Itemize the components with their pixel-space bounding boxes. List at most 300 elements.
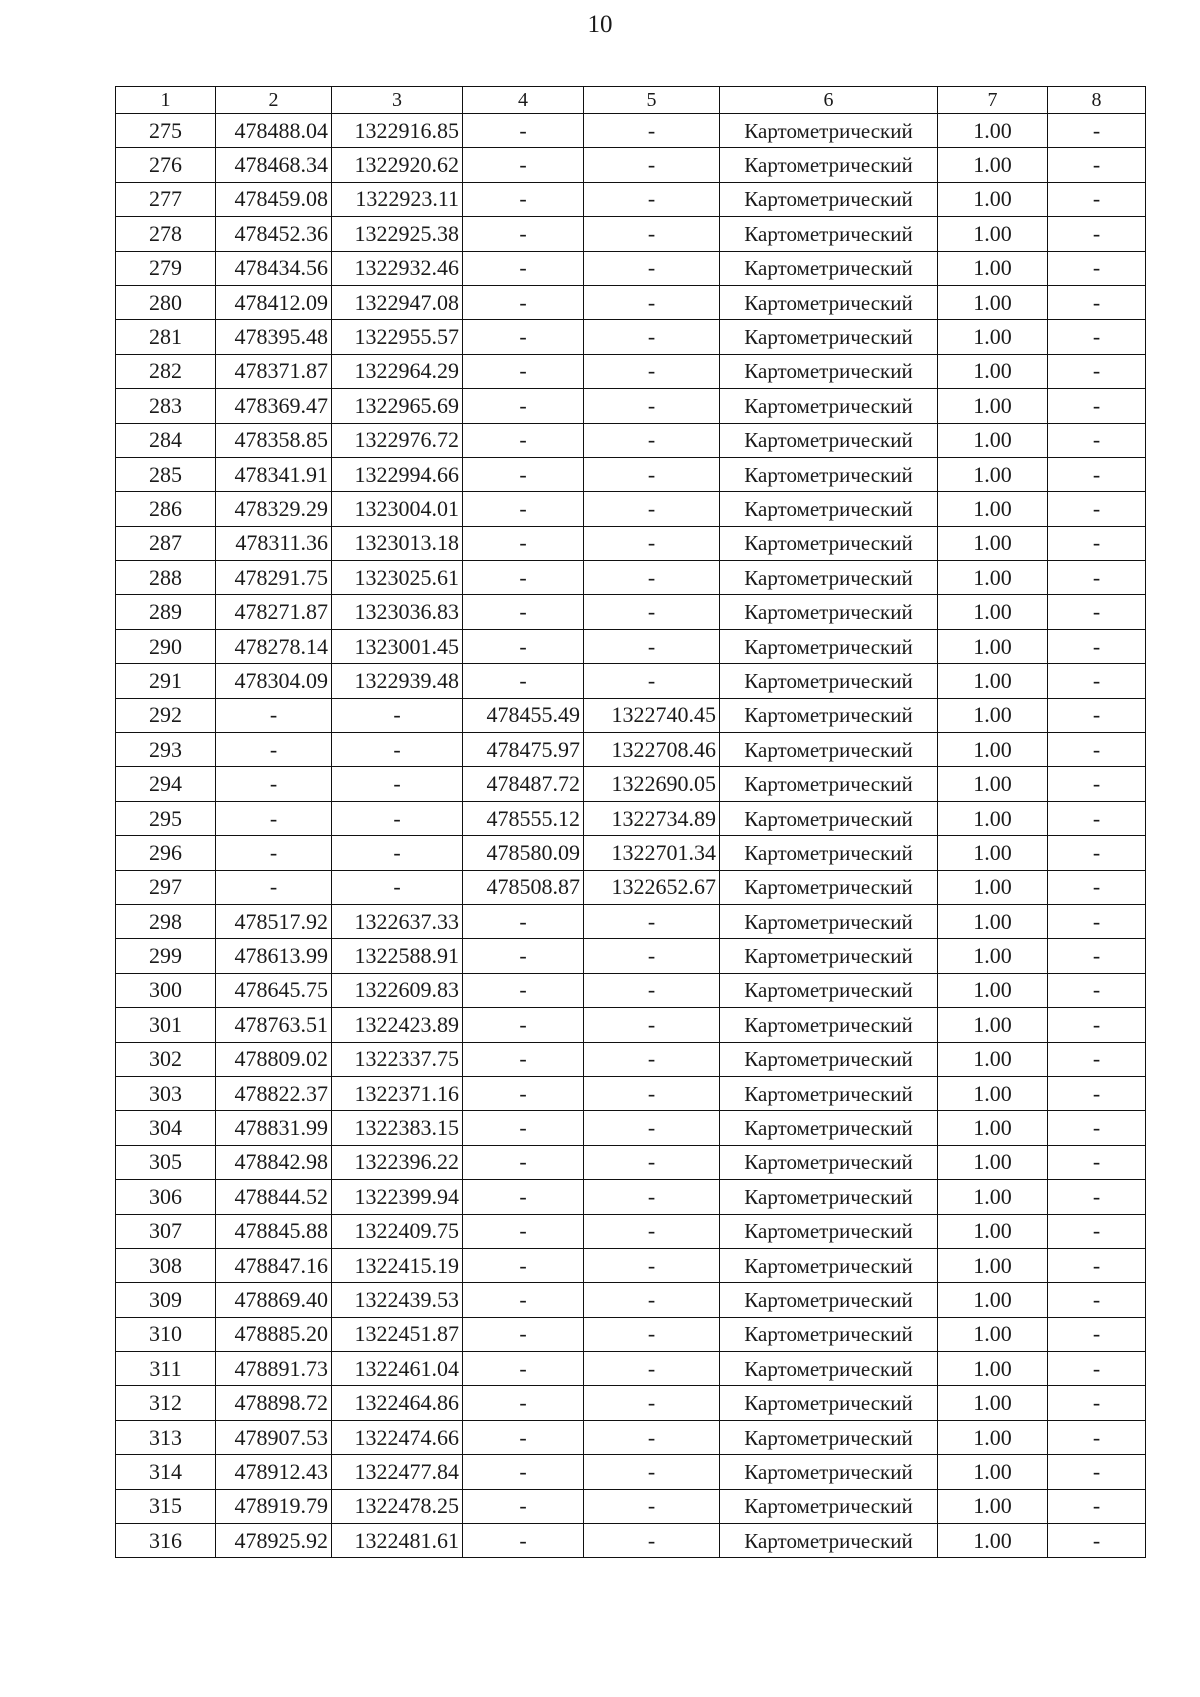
table-row [116,182,1146,216]
point-number-cell: 316 [116,1524,216,1558]
y-coordinate-cell: 1323025.61 [332,561,463,595]
x-coordinate-cell: 478459.08 [216,182,332,216]
note-cell: - [1048,870,1146,904]
table-row [116,664,1146,698]
y-new-coordinate-cell: - [584,389,720,423]
point-number-cell: 315 [116,1489,216,1523]
y-new-coordinate-cell: - [584,939,720,973]
table-row [116,595,1146,629]
x-coordinate-cell: 478371.87 [216,354,332,388]
method-cell: Картометрический [720,1524,938,1558]
x-new-coordinate-cell: - [463,561,584,595]
table-row [116,1111,1146,1145]
y-new-coordinate-cell: - [584,1145,720,1179]
table-row [116,1214,1146,1248]
method-cell: Картометрический [720,1111,938,1145]
y-coordinate-cell: 1322588.91 [332,939,463,973]
x-new-coordinate-cell: - [463,1524,584,1558]
y-coordinate-cell: 1322947.08 [332,285,463,319]
y-coordinate-cell: 1322477.84 [332,1455,463,1489]
accuracy-cell: 1.00 [938,114,1048,148]
x-new-coordinate-cell: 478580.09 [463,836,584,870]
x-new-coordinate-cell: - [463,904,584,938]
y-new-coordinate-cell: - [584,1076,720,1110]
method-cell: Картометрический [720,1042,938,1076]
table-row [116,1524,1146,1558]
note-cell: - [1048,629,1146,663]
x-new-coordinate-cell: - [463,629,584,663]
x-coordinate-cell: 478822.37 [216,1076,332,1110]
accuracy-cell: 1.00 [938,698,1048,732]
note-cell: - [1048,1214,1146,1248]
table-row [116,801,1146,835]
x-coordinate-cell: 478341.91 [216,457,332,491]
point-number-cell: 292 [116,698,216,732]
method-cell: Картометрический [720,1283,938,1317]
method-cell: Картометрический [720,767,938,801]
method-cell: Картометрический [720,904,938,938]
accuracy-cell: 1.00 [938,595,1048,629]
method-cell: Картометрический [720,182,938,216]
y-new-coordinate-cell: - [584,354,720,388]
accuracy-cell: 1.00 [938,870,1048,904]
note-cell: - [1048,1042,1146,1076]
x-coordinate-cell: 478395.48 [216,320,332,354]
x-coordinate-cell: 478452.36 [216,217,332,251]
x-coordinate-cell: 478844.52 [216,1180,332,1214]
accuracy-cell: 1.00 [938,389,1048,423]
note-cell: - [1048,595,1146,629]
y-coordinate-cell: 1322423.89 [332,1008,463,1042]
table-row [116,1283,1146,1317]
y-new-coordinate-cell: - [584,1283,720,1317]
point-number-cell: 293 [116,733,216,767]
point-number-cell: 300 [116,973,216,1007]
note-cell: - [1048,664,1146,698]
x-coordinate-cell: 478412.09 [216,285,332,319]
method-cell: Картометрический [720,1455,938,1489]
point-number-cell: 279 [116,251,216,285]
note-cell: - [1048,251,1146,285]
y-coordinate-cell: 1322916.85 [332,114,463,148]
point-number-cell: 290 [116,629,216,663]
accuracy-cell: 1.00 [938,285,1048,319]
point-number-cell: 275 [116,114,216,148]
note-cell: - [1048,1524,1146,1558]
x-new-coordinate-cell: - [463,423,584,457]
note-cell: - [1048,767,1146,801]
x-new-coordinate-cell: 478487.72 [463,767,584,801]
note-cell: - [1048,904,1146,938]
x-new-coordinate-cell: - [463,1455,584,1489]
note-cell: - [1048,561,1146,595]
method-cell: Картометрический [720,973,938,1007]
accuracy-cell: 1.00 [938,1145,1048,1179]
y-coordinate-cell: 1322415.19 [332,1248,463,1282]
note-cell: - [1048,285,1146,319]
y-new-coordinate-cell: - [584,526,720,560]
point-number-cell: 306 [116,1180,216,1214]
y-new-coordinate-cell: - [584,561,720,595]
y-new-coordinate-cell: - [584,285,720,319]
x-new-coordinate-cell: - [463,1111,584,1145]
x-new-coordinate-cell: - [463,285,584,319]
y-coordinate-cell: 1322451.87 [332,1317,463,1351]
table-row [116,1386,1146,1420]
y-coordinate-cell: - [332,870,463,904]
accuracy-cell: 1.00 [938,1386,1048,1420]
y-coordinate-cell: 1322923.11 [332,182,463,216]
y-coordinate-cell: 1322464.86 [332,1386,463,1420]
x-new-coordinate-cell: - [463,457,584,491]
y-new-coordinate-cell: - [584,1008,720,1042]
y-coordinate-cell: - [332,698,463,732]
method-cell: Картометрический [720,285,938,319]
method-cell: Картометрический [720,1352,938,1386]
accuracy-cell: 1.00 [938,1489,1048,1523]
y-new-coordinate-cell: - [584,1317,720,1351]
y-coordinate-cell: 1323036.83 [332,595,463,629]
x-coordinate-cell: 478613.99 [216,939,332,973]
y-new-coordinate-cell: - [584,1420,720,1454]
header-row [116,87,1146,114]
table-row [116,939,1146,973]
accuracy-cell: 1.00 [938,1042,1048,1076]
method-cell: Картометрический [720,114,938,148]
y-coordinate-cell: 1322399.94 [332,1180,463,1214]
point-number-cell: 289 [116,595,216,629]
note-cell: - [1048,1420,1146,1454]
y-new-coordinate-cell: - [584,217,720,251]
table-row [116,1455,1146,1489]
y-new-coordinate-cell: - [584,114,720,148]
note-cell: - [1048,1386,1146,1420]
x-coordinate-cell: 478329.29 [216,492,332,526]
x-coordinate-cell: 478291.75 [216,561,332,595]
table-header [116,87,1146,114]
table-row [116,492,1146,526]
table-row [116,836,1146,870]
accuracy-cell: 1.00 [938,629,1048,663]
column-header-6: 6 [720,87,938,114]
note-cell: - [1048,733,1146,767]
point-number-cell: 296 [116,836,216,870]
x-coordinate-cell: - [216,698,332,732]
note-cell: - [1048,1180,1146,1214]
point-number-cell: 303 [116,1076,216,1110]
x-coordinate-cell: 478517.92 [216,904,332,938]
y-new-coordinate-cell: 1322740.45 [584,698,720,732]
method-cell: Картометрический [720,423,938,457]
note-cell: - [1048,217,1146,251]
y-new-coordinate-cell: - [584,251,720,285]
y-coordinate-cell: 1322371.16 [332,1076,463,1110]
x-new-coordinate-cell: - [463,217,584,251]
table-row [116,320,1146,354]
note-cell: - [1048,457,1146,491]
table-row [116,1042,1146,1076]
point-number-cell: 298 [116,904,216,938]
y-coordinate-cell: 1322955.57 [332,320,463,354]
x-coordinate-cell: 478845.88 [216,1214,332,1248]
note-cell: - [1048,973,1146,1007]
x-new-coordinate-cell: - [463,1317,584,1351]
note-cell: - [1048,1145,1146,1179]
point-number-cell: 309 [116,1283,216,1317]
note-cell: - [1048,423,1146,457]
method-cell: Картометрический [720,1214,938,1248]
x-coordinate-cell: 478847.16 [216,1248,332,1282]
point-number-cell: 277 [116,182,216,216]
x-coordinate-cell: 478645.75 [216,973,332,1007]
accuracy-cell: 1.00 [938,1008,1048,1042]
note-cell: - [1048,182,1146,216]
y-coordinate-cell: 1322409.75 [332,1214,463,1248]
x-new-coordinate-cell: - [463,1386,584,1420]
point-number-cell: 314 [116,1455,216,1489]
x-coordinate-cell: 478763.51 [216,1008,332,1042]
note-cell: - [1048,354,1146,388]
method-cell: Картометрический [720,1008,938,1042]
table-row [116,870,1146,904]
point-number-cell: 308 [116,1248,216,1282]
y-new-coordinate-cell: 1322690.05 [584,767,720,801]
x-new-coordinate-cell: - [463,664,584,698]
x-coordinate-cell: 478311.36 [216,526,332,560]
point-number-cell: 281 [116,320,216,354]
table-row [116,733,1146,767]
y-new-coordinate-cell: 1322652.67 [584,870,720,904]
x-coordinate-cell: 478891.73 [216,1352,332,1386]
note-cell: - [1048,1317,1146,1351]
accuracy-cell: 1.00 [938,492,1048,526]
note-cell: - [1048,492,1146,526]
method-cell: Картометрический [720,1248,938,1282]
method-cell: Картометрический [720,492,938,526]
table-row [116,1489,1146,1523]
table-row [116,904,1146,938]
x-coordinate-cell: 478304.09 [216,664,332,698]
accuracy-cell: 1.00 [938,251,1048,285]
accuracy-cell: 1.00 [938,767,1048,801]
table-row [116,526,1146,560]
accuracy-cell: 1.00 [938,148,1048,182]
method-cell: Картометрический [720,733,938,767]
column-header-2: 2 [216,87,332,114]
x-new-coordinate-cell: - [463,182,584,216]
x-new-coordinate-cell: - [463,1489,584,1523]
x-coordinate-cell: 478358.85 [216,423,332,457]
y-coordinate-cell: 1322932.46 [332,251,463,285]
x-new-coordinate-cell: 478508.87 [463,870,584,904]
y-new-coordinate-cell: - [584,1386,720,1420]
method-cell: Картометрический [720,320,938,354]
note-cell: - [1048,320,1146,354]
method-cell: Картометрический [720,1386,938,1420]
note-cell: - [1048,389,1146,423]
method-cell: Картометрический [720,801,938,835]
y-coordinate-cell: 1322965.69 [332,389,463,423]
method-cell: Картометрический [720,939,938,973]
method-cell: Картометрический [720,595,938,629]
note-cell: - [1048,1489,1146,1523]
coordinates-table [115,86,1146,1558]
accuracy-cell: 1.00 [938,1248,1048,1282]
y-new-coordinate-cell: 1322708.46 [584,733,720,767]
x-new-coordinate-cell: 478455.49 [463,698,584,732]
table-row [116,389,1146,423]
method-cell: Картометрический [720,251,938,285]
y-coordinate-cell: 1322383.15 [332,1111,463,1145]
y-coordinate-cell: 1322461.04 [332,1352,463,1386]
note-cell: - [1048,1352,1146,1386]
y-coordinate-cell: 1322637.33 [332,904,463,938]
method-cell: Картометрический [720,561,938,595]
note-cell: - [1048,148,1146,182]
note-cell: - [1048,526,1146,560]
x-coordinate-cell: 478842.98 [216,1145,332,1179]
x-coordinate-cell: 478831.99 [216,1111,332,1145]
x-coordinate-cell: - [216,870,332,904]
table-row [116,217,1146,251]
y-new-coordinate-cell: - [584,1214,720,1248]
point-number-cell: 310 [116,1317,216,1351]
point-number-cell: 304 [116,1111,216,1145]
x-coordinate-cell: 478278.14 [216,629,332,663]
table-row [116,1420,1146,1454]
table-row [116,1317,1146,1351]
table-row [116,767,1146,801]
point-number-cell: 299 [116,939,216,973]
x-coordinate-cell: 478925.92 [216,1524,332,1558]
table-row [116,285,1146,319]
y-coordinate-cell: 1322478.25 [332,1489,463,1523]
x-coordinate-cell: 478271.87 [216,595,332,629]
y-new-coordinate-cell: - [584,457,720,491]
method-cell: Картометрический [720,1420,938,1454]
note-cell: - [1048,1455,1146,1489]
note-cell: - [1048,1111,1146,1145]
y-coordinate-cell: 1322337.75 [332,1042,463,1076]
x-new-coordinate-cell: - [463,389,584,423]
note-cell: - [1048,1076,1146,1110]
x-coordinate-cell: 478468.34 [216,148,332,182]
y-coordinate-cell: 1322976.72 [332,423,463,457]
table-row [116,114,1146,148]
method-cell: Картометрический [720,389,938,423]
table-row [116,973,1146,1007]
method-cell: Картометрический [720,1076,938,1110]
y-new-coordinate-cell: - [584,629,720,663]
note-cell: - [1048,698,1146,732]
accuracy-cell: 1.00 [938,973,1048,1007]
column-header-1: 1 [116,87,216,114]
note-cell: - [1048,836,1146,870]
y-coordinate-cell: 1322939.48 [332,664,463,698]
x-new-coordinate-cell: - [463,320,584,354]
y-coordinate-cell: - [332,767,463,801]
x-new-coordinate-cell: - [463,148,584,182]
y-new-coordinate-cell: - [584,182,720,216]
accuracy-cell: 1.00 [938,1352,1048,1386]
y-new-coordinate-cell: - [584,1042,720,1076]
x-coordinate-cell: 478488.04 [216,114,332,148]
point-number-cell: 297 [116,870,216,904]
y-coordinate-cell: 1322396.22 [332,1145,463,1179]
y-coordinate-cell: - [332,836,463,870]
y-new-coordinate-cell: - [584,1524,720,1558]
accuracy-cell: 1.00 [938,1180,1048,1214]
y-new-coordinate-cell: - [584,1489,720,1523]
accuracy-cell: 1.00 [938,526,1048,560]
page-number: 10 [587,11,613,38]
point-number-cell: 278 [116,217,216,251]
method-cell: Картометрический [720,1317,938,1351]
method-cell: Картометрический [720,354,938,388]
point-number-cell: 312 [116,1386,216,1420]
y-new-coordinate-cell: 1322734.89 [584,801,720,835]
x-coordinate-cell: 478434.56 [216,251,332,285]
x-new-coordinate-cell: - [463,1352,584,1386]
point-number-cell: 286 [116,492,216,526]
column-header-3: 3 [332,87,463,114]
method-cell: Картометрический [720,217,938,251]
y-new-coordinate-cell: - [584,148,720,182]
y-new-coordinate-cell: - [584,904,720,938]
accuracy-cell: 1.00 [938,561,1048,595]
x-new-coordinate-cell: 478475.97 [463,733,584,767]
accuracy-cell: 1.00 [938,1076,1048,1110]
y-new-coordinate-cell: - [584,1352,720,1386]
method-cell: Картометрический [720,526,938,560]
accuracy-cell: 1.00 [938,801,1048,835]
point-number-cell: 282 [116,354,216,388]
x-new-coordinate-cell: 478555.12 [463,801,584,835]
method-cell: Картометрический [720,1489,938,1523]
y-new-coordinate-cell: - [584,1455,720,1489]
y-new-coordinate-cell: 1322701.34 [584,836,720,870]
column-header-5: 5 [584,87,720,114]
point-number-cell: 280 [116,285,216,319]
table-row [116,698,1146,732]
y-coordinate-cell: 1323013.18 [332,526,463,560]
y-coordinate-cell: 1322481.61 [332,1524,463,1558]
point-number-cell: 305 [116,1145,216,1179]
x-coordinate-cell: 478919.79 [216,1489,332,1523]
table-row [116,148,1146,182]
note-cell: - [1048,1008,1146,1042]
accuracy-cell: 1.00 [938,1524,1048,1558]
x-new-coordinate-cell: - [463,1076,584,1110]
table-row [116,1008,1146,1042]
accuracy-cell: 1.00 [938,1420,1048,1454]
y-new-coordinate-cell: - [584,492,720,526]
note-cell: - [1048,939,1146,973]
point-number-cell: 302 [116,1042,216,1076]
x-coordinate-cell: 478885.20 [216,1317,332,1351]
note-cell: - [1048,1248,1146,1282]
table-row [116,561,1146,595]
x-coordinate-cell: - [216,801,332,835]
table-body [116,114,1146,1558]
accuracy-cell: 1.00 [938,836,1048,870]
y-new-coordinate-cell: - [584,1111,720,1145]
x-new-coordinate-cell: - [463,492,584,526]
table-row [116,629,1146,663]
point-number-cell: 288 [116,561,216,595]
x-new-coordinate-cell: - [463,973,584,1007]
method-cell: Картометрический [720,870,938,904]
